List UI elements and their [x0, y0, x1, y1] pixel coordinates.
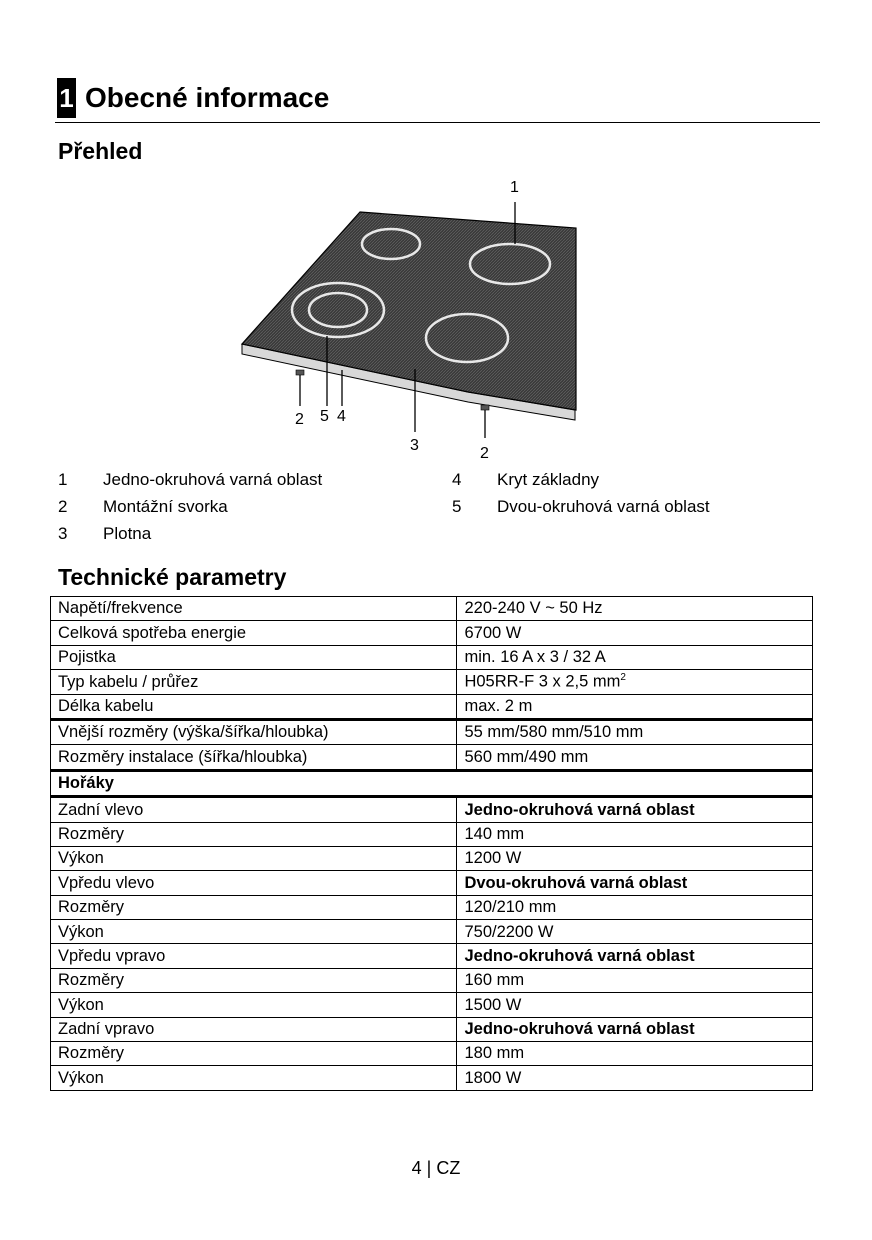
param-value: 560 mm/490 mm [457, 745, 813, 770]
param-value: 180 mm [457, 1042, 813, 1066]
param-label: Rozměry [51, 968, 457, 992]
table-row [51, 822, 813, 846]
table-section-header [51, 770, 813, 796]
table-row [51, 993, 813, 1017]
table-row [51, 968, 813, 992]
param-value: Jedno-okruhová varná oblast [457, 1017, 813, 1041]
legend-text: Dvou-okruhová varná oblast [497, 497, 710, 516]
callout-4: 4 [337, 408, 346, 425]
param-label: Zadní vlevo [51, 797, 457, 822]
param-value: 1200 W [457, 846, 813, 870]
param-value: 120/210 mm [457, 895, 813, 919]
tech-params-heading: Technické parametry [58, 564, 287, 590]
table-row [51, 920, 813, 944]
param-label: Typ kabelu / průřez [51, 670, 457, 694]
param-value: max. 2 m [457, 694, 813, 719]
legend-number: 2 [58, 497, 68, 516]
param-label: Délka kabelu [51, 694, 457, 719]
callout-5: 5 [320, 408, 329, 425]
param-value [457, 670, 813, 694]
callout-2-right: 2 [480, 445, 489, 462]
table-row [51, 895, 813, 919]
param-label: Vpředu vlevo [51, 871, 457, 895]
legend-text: Plotna [103, 524, 152, 543]
param-value: 160 mm [457, 968, 813, 992]
param-value: min. 16 A x 3 / 32 A [457, 645, 813, 669]
mounting-clip-right [481, 405, 489, 410]
param-value-text: H05RR-F 3 x 2,5 mm [464, 672, 621, 691]
param-value: 220-240 V ~ 50 Hz [457, 597, 813, 621]
table-row [51, 944, 813, 968]
param-label: Výkon [51, 993, 457, 1017]
table-row [51, 719, 813, 744]
table-row [51, 1042, 813, 1066]
table-row [51, 871, 813, 895]
legend-text: Kryt základny [497, 470, 600, 489]
section-title: Obecné informace [85, 82, 330, 113]
table-row [51, 846, 813, 870]
param-label: Rozměry instalace (šířka/hloubka) [51, 745, 457, 770]
param-value: 55 mm/580 mm/510 mm [457, 719, 813, 744]
tech-params-table [50, 596, 813, 1091]
overview-heading: Přehled [58, 138, 143, 164]
param-value: 140 mm [457, 822, 813, 846]
callout-3: 3 [410, 437, 419, 454]
table-row [51, 797, 813, 822]
mounting-clip-left [296, 370, 304, 375]
param-value: 6700 W [457, 621, 813, 645]
param-label: Rozměry [51, 895, 457, 919]
param-value: Dvou-okruhová varná oblast [457, 871, 813, 895]
param-label: Pojistka [51, 645, 457, 669]
table-row [51, 1017, 813, 1041]
burners-heading: Hořáky [51, 770, 813, 796]
param-label: Napětí/frekvence [51, 597, 457, 621]
callout-2-left: 2 [295, 411, 304, 428]
param-value: 750/2200 W [457, 920, 813, 944]
table-row [51, 745, 813, 770]
table-row [51, 621, 813, 645]
section-number-badge: 1 [57, 78, 76, 118]
table-row [51, 645, 813, 669]
param-label: Rozměry [51, 1042, 457, 1066]
table-row [51, 597, 813, 621]
param-value: Jedno-okruhová varná oblast [457, 944, 813, 968]
param-label: Výkon [51, 846, 457, 870]
param-label: Rozměry [51, 822, 457, 846]
legend-number: 5 [452, 497, 462, 516]
cooktop-diagram [230, 172, 590, 472]
table-row [51, 1066, 813, 1090]
param-label: Výkon [51, 1066, 457, 1090]
param-value: Jedno-okruhová varná oblast [457, 797, 813, 822]
legend-text: Montážní svorka [103, 497, 228, 516]
param-label: Zadní vpravo [51, 1017, 457, 1041]
superscript: 2 [620, 672, 626, 684]
param-label: Vpředu vpravo [51, 944, 457, 968]
legend-number: 1 [58, 470, 68, 489]
table-row [51, 694, 813, 719]
section-divider [55, 122, 820, 123]
table-row [51, 670, 813, 694]
callout-1: 1 [510, 179, 519, 196]
legend-text: Jedno-okruhová varná oblast [103, 470, 323, 489]
param-label: Výkon [51, 920, 457, 944]
param-label: Vnější rozměry (výška/šířka/hloubka) [51, 719, 457, 744]
page-footer: 4 | CZ [411, 1158, 461, 1178]
param-label: Celková spotřeba energie [51, 621, 457, 645]
legend-number: 3 [58, 524, 68, 543]
legend-number: 4 [452, 470, 462, 489]
param-value: 1800 W [457, 1066, 813, 1090]
param-value: 1500 W [457, 993, 813, 1017]
